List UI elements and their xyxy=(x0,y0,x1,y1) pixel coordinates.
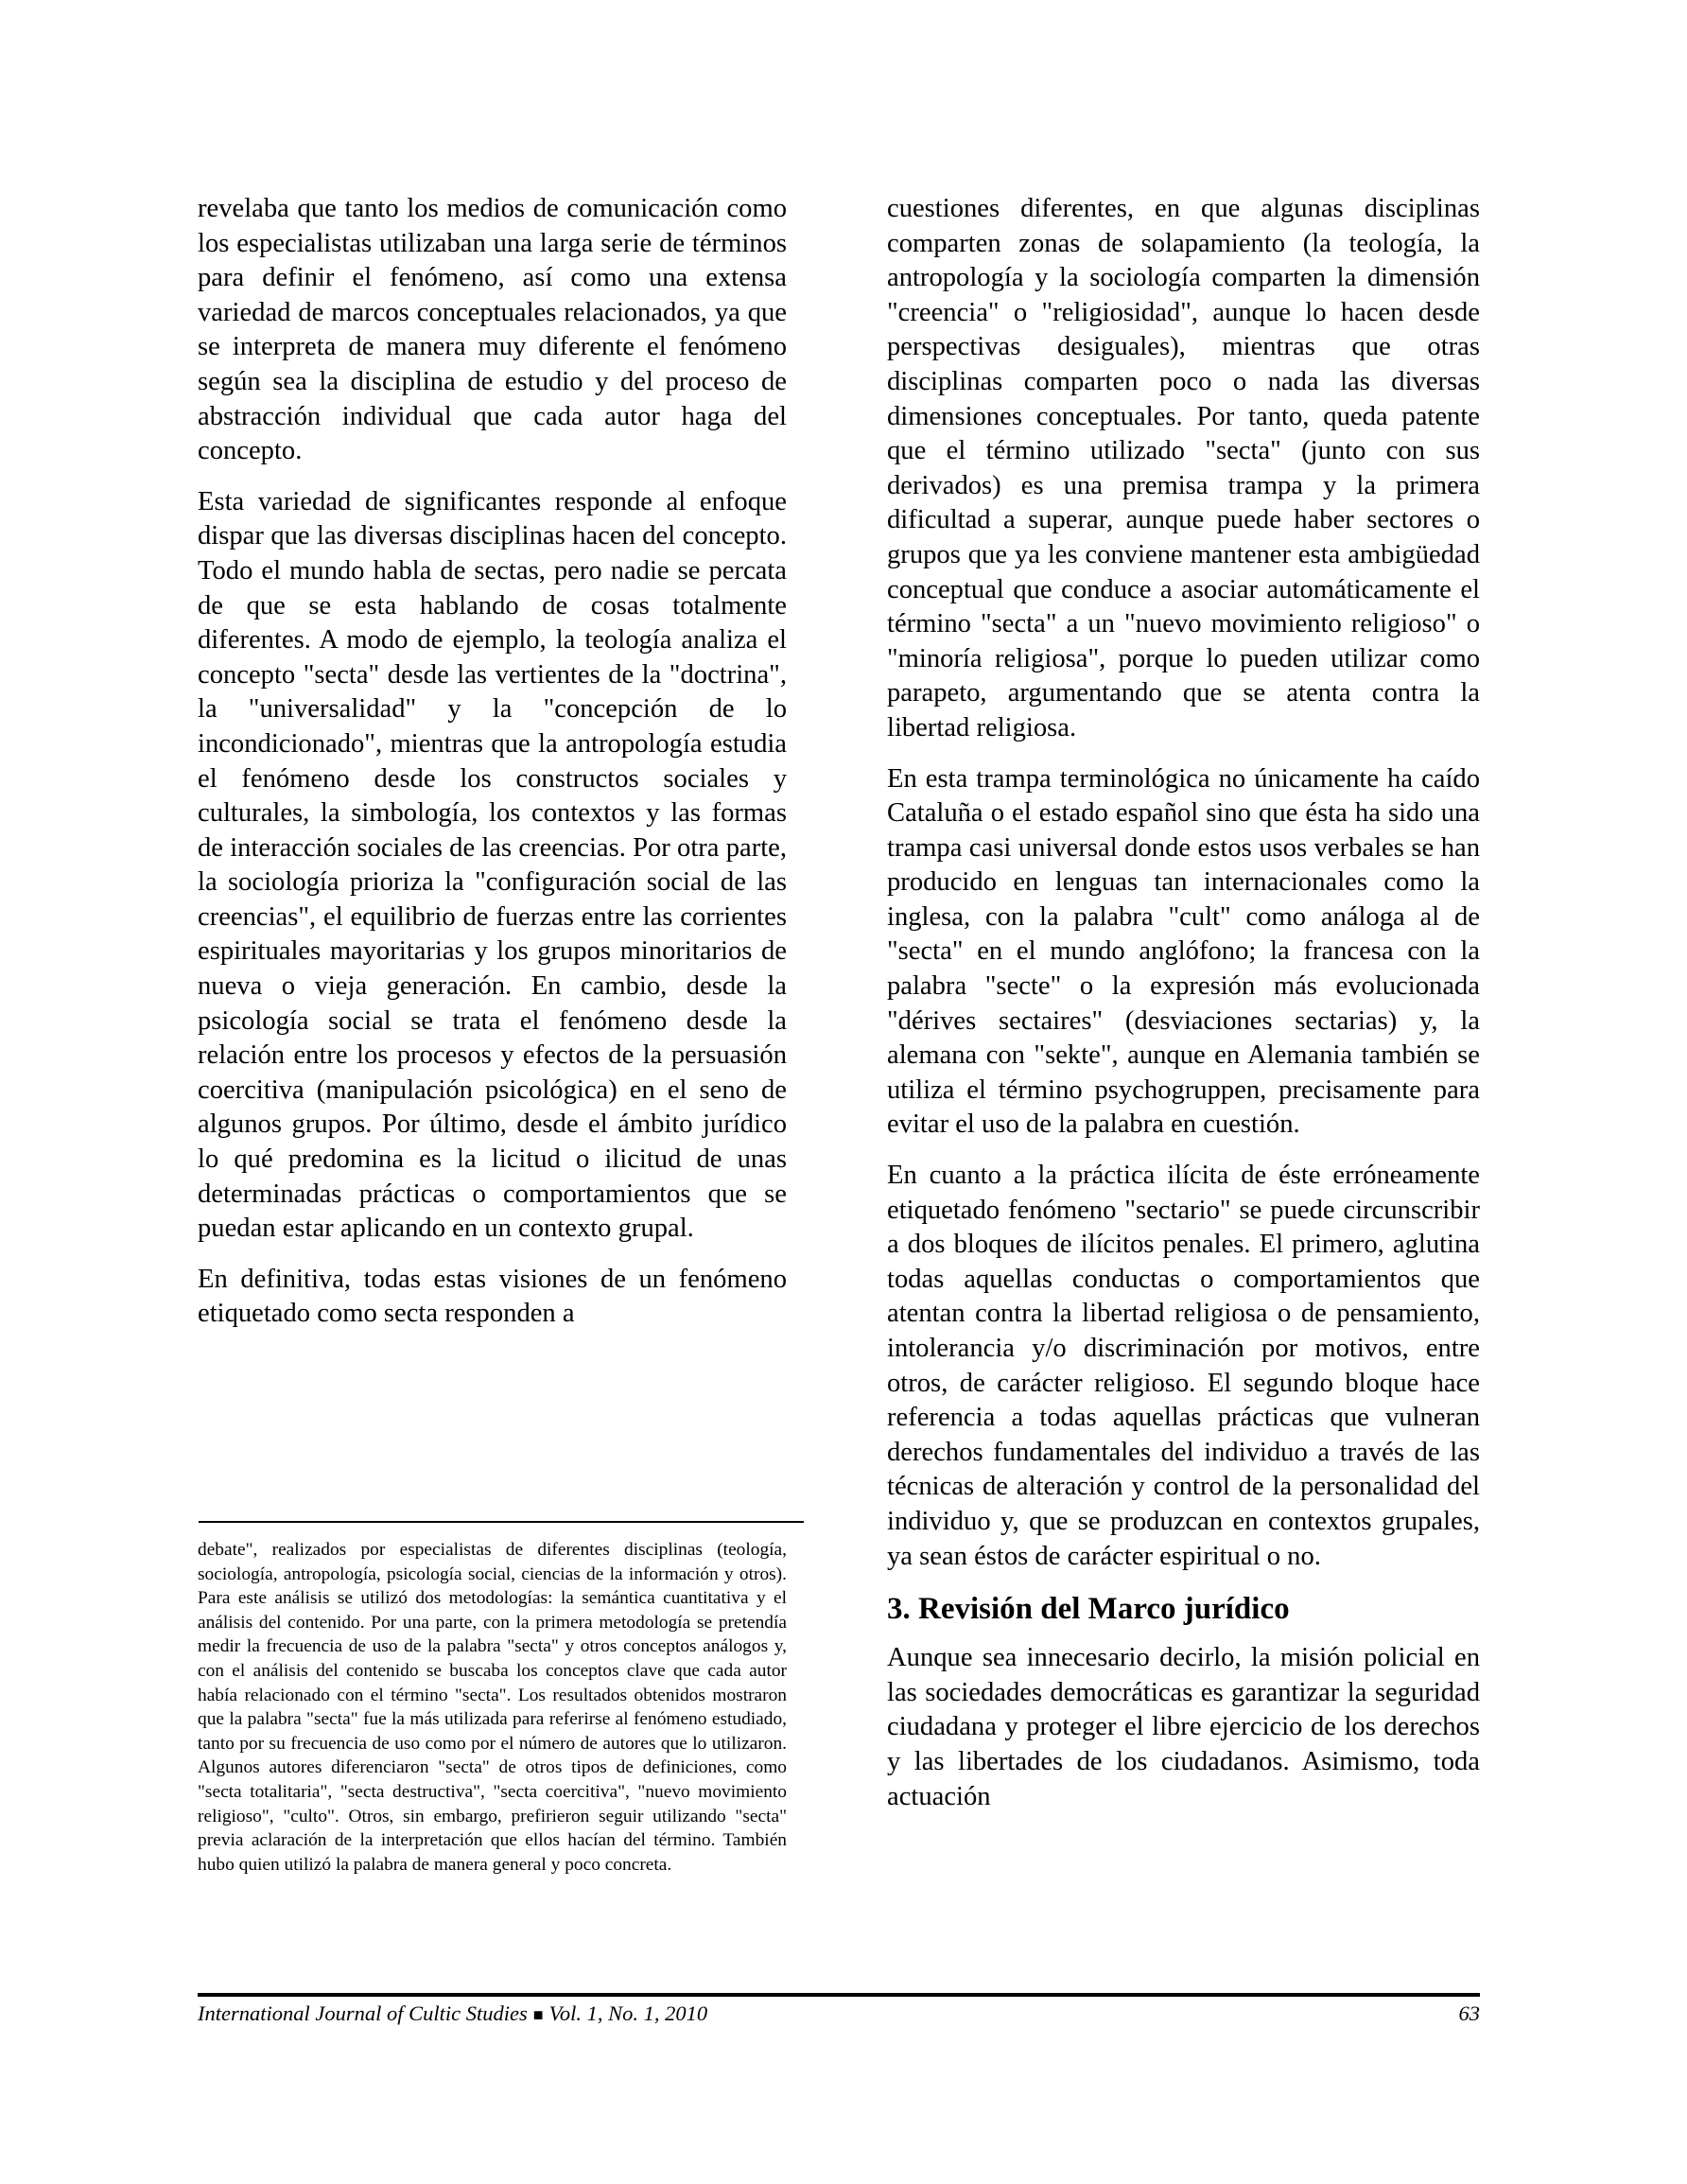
paragraph: En esta trampa terminológica no únicamente ha caído Cataluña o el estado español sino que ésta ha sido una trampa casi universal donde estos usos verbales se han producido en lenguas tan internacionales como la inglesa, con la palabra "cult" como análoga al de "secta" en el mundo anglófono; la francesa con la palabra "secte" o la expresión más evolucionada "dérives sectaires" (desviaciones sectarias) y, la alemana con "sekte", aunque en Alemania también se utiliza el término psychogruppen, precisamente para evitar el uso de la palabra en cuestión. xyxy=(887,763,1480,1140)
section-heading: 3. Revisión del Marco jurídico xyxy=(887,1592,1290,1627)
footer-citation xyxy=(198,2000,707,2029)
footnote-separator-rule xyxy=(199,1521,804,1523)
right-column xyxy=(887,192,1480,1814)
paragraph: En cuanto a la práctica ilícita de éste erróneamente etiquetado fenómeno "sectario" se puede circunscribir a dos bloques de ilícitos penales. El primero, aglutina todas aquellas conductas o comportamientos que atentan contra la libertad religiosa o de pensamiento, intolerancia y/o discriminación por motivos, entre otros, de carácter religioso. El segundo bloque hace referencia a todas aquellas prácticas que vulneran derechos fundamentales del individuo a través de las técnicas de alteración y control de la personalidad del individuo y, que se produzcan en contextos grupales, ya sean éstos de carácter espiritual o no. xyxy=(887,1161,1480,1571)
square-separator-icon: ■ xyxy=(532,2005,544,2024)
paragraph: cuestiones diferentes, en que algunas disciplinas comparten zonas de solapamiento (la teología, la antropología y la sociología comparten la dimensión "creencia" o "religiosidad", aunque lo hacen desde perspectivas desiguales), mientras que otras disciplinas comparten poco o nada las diversas dimensiones conceptuales. Por tanto, queda patente que el término utilizado "secta" (junto con sus derivados) es una premisa trampa y la primera dificultad a superar, aunque puede haber sectores o grupos que ya les conviene mantener esta ambigüedad conceptual que conduce a asociar automáticamente el término "secta" a un "nuevo movimiento religioso" o "minoría religiosa", porque lo pueden utilizar como parapeto, argumentando que se atenta contra la libertad religiosa. xyxy=(887,194,1480,743)
page-number: 63 xyxy=(1458,2001,1480,2025)
page-footer xyxy=(198,2000,1480,2029)
footnote: debate", realizados por especialistas de diferentes disciplinas (teología, sociología, antropología, psicología social, ciencias de la información y otros). Para este análisis se utilizó dos metodologías: la semántica cuantitativa y el análisis del contenido. Por una parte, con la primera metodología se pretendía medir la frecuencia de uso de la palabra "secta" y otros conceptos análogos y, con el análisis del contenido se buscaba los conceptos clave que cada autor había relacionado con el término "secta". Los resultados obtenidos mostraron que la palabra "secta" fue la más utilizada para referirse al fenómeno estudiado, tanto por su frecuencia de uso como por el número de autores que lo utilizaron. Algunos autores diferenciaron "secta" de otros tipos de definiciones, como "secta totalitaria", "secta destructiva", "secta coercitiva", "nuevo movimiento religioso", "culto". Otros, sin embargo, prefirieron seguir utilizando "secta" previa aclaración de la interpretación que ellos hacían del término. También hubo quien utilizó la palabra de manera general y poco concreta. xyxy=(198,1540,787,1875)
footer-rule xyxy=(198,1993,1480,1997)
paragraph: En definitiva, todas estas visiones de un fenómeno etiquetado como secta responden a xyxy=(198,1264,787,1329)
paragraph: revelaba que tanto los medios de comunicación como los especialistas utilizaban una larga serie de términos para definir el fenómeno, así como una extensa variedad de marcos conceptuales relacionados, ya que se interpreta de manera muy diferente el fenómeno según sea la disciplina de estudio y del proceso de abstracción individual que cada autor haga del concepto. xyxy=(198,194,787,466)
paragraph: Esta variedad de significantes responde al enfoque dispar que las diversas disciplinas hacen del concepto. Todo el mundo habla de sectas, pero nadie se percata de que se esta hablando de cosas totalmente diferentes. A modo de ejemplo, la teología analiza el concepto "secta" desde las vertientes de la "doctrina", la "universalidad" y la "concepción de lo incondicionado", mientras que la antropología estudia el fenómeno desde los constructos sociales y culturales, la simbología, los contextos y las formas de interacción sociales de las creencias. Por otra parte, la sociología prioriza la "configuración social de las creencias", el equilibrio de fuerzas entre las corrientes espirituales mayoritarias y los grupos minoritarios de nueva o vieja generación. En cambio, desde la psicología social se trata el fenómeno desde la relación entre los procesos y efectos de la persuasión coercitiva (manipulación psicológica) en el seno de algunos grupos. Por último, desde el ámbito jurídico lo qué predomina es la licitud o ilicitud de unas determinadas prácticas o comportamientos que se puedan estar aplicando en un contexto grupal. xyxy=(198,486,787,1244)
journal-title: International Journal of Cultic Studies xyxy=(198,2001,528,2025)
left-column xyxy=(198,192,787,1332)
paragraph: Aunque sea innecesario decirlo, la misión policial en las sociedades democráticas es garantizar la seguridad ciudadana y proteger el libre ejercicio de los derechos y las libertades de los ciudadanos. Asimismo, toda actuación xyxy=(887,1643,1480,1811)
issue-info: Vol. 1, No. 1, 2010 xyxy=(548,2001,708,2025)
